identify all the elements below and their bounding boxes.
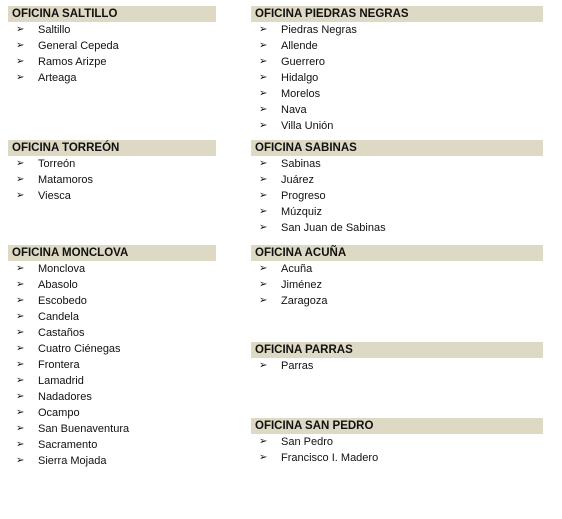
list-item (8, 188, 216, 204)
arrow-bullet-icon: ➢ (259, 24, 268, 35)
arrow-bullet-icon: ➢ (16, 158, 25, 169)
list-item-label: Arteaga (38, 72, 77, 84)
list-item-label: Progreso (281, 190, 326, 202)
list-item (8, 405, 216, 421)
office-parras-list (251, 358, 543, 374)
list-item (251, 156, 543, 172)
list-item-label: Morelos (281, 88, 321, 100)
office-parras-title: OFICINA PARRAS (251, 342, 543, 358)
arrow-bullet-icon: ➢ (16, 279, 25, 290)
list-item (8, 54, 216, 70)
arrow-bullet-icon: ➢ (16, 327, 25, 338)
arrow-bullet-icon: ➢ (259, 295, 268, 306)
list-item-label: San Buenaventura (38, 423, 130, 435)
list-item (8, 277, 216, 293)
office-torreon-list (8, 156, 216, 204)
list-item-label: Frontera (38, 359, 80, 371)
list-item (8, 373, 216, 389)
list-item-label: Ocampo (38, 407, 80, 419)
office-monclova (8, 245, 216, 469)
list-item (8, 309, 216, 325)
list-item-label: Jiménez (281, 279, 322, 291)
office-torreon-title: OFICINA TORREÓN (8, 140, 216, 156)
list-item (251, 70, 543, 86)
list-item (8, 172, 216, 188)
arrow-bullet-icon: ➢ (16, 190, 25, 201)
list-item-label: Sacramento (38, 439, 98, 451)
office-san-pedro (251, 418, 543, 466)
list-item-label: Hidalgo (281, 72, 319, 84)
list-item (251, 434, 543, 450)
office-sabinas-title: OFICINA SABINAS (251, 140, 543, 156)
arrow-bullet-icon: ➢ (259, 120, 268, 131)
list-item-label: Abasolo (38, 279, 78, 291)
list-item-label: Nadadores (38, 391, 92, 403)
list-item-label: Parras (281, 360, 314, 372)
office-parras (251, 342, 543, 374)
arrow-bullet-icon: ➢ (259, 72, 268, 83)
office-acuna-title: OFICINA ACUÑA (251, 245, 543, 261)
list-item (251, 102, 543, 118)
office-saltillo-list (8, 22, 216, 86)
list-item (8, 261, 216, 277)
list-item-label: Torreón (38, 158, 76, 170)
office-piedras-negras (251, 6, 543, 134)
office-torreon (8, 140, 216, 204)
office-saltillo (8, 6, 216, 86)
arrow-bullet-icon: ➢ (16, 407, 25, 418)
list-item-label: Sierra Mojada (38, 455, 107, 467)
arrow-bullet-icon: ➢ (259, 40, 268, 51)
list-item (8, 293, 216, 309)
list-item-label: Escobedo (38, 295, 87, 307)
office-monclova-title: OFICINA MONCLOVA (8, 245, 216, 261)
list-item-label: Nava (281, 104, 307, 116)
list-item-label: San Juan de Sabinas (281, 222, 386, 234)
list-item-label: Allende (281, 40, 318, 52)
list-item-label: Viesca (38, 190, 71, 202)
arrow-bullet-icon: ➢ (259, 263, 268, 274)
list-item-label: Lamadrid (38, 375, 84, 387)
list-item-label: Saltillo (38, 24, 71, 36)
office-monclova-list (8, 261, 216, 469)
office-piedras-negras-list (251, 22, 543, 134)
list-item (251, 22, 543, 38)
list-item-label: Múzquiz (281, 206, 322, 218)
list-item-label: Castaños (38, 327, 85, 339)
office-sabinas (251, 140, 543, 236)
office-sabinas-list (251, 156, 543, 236)
arrow-bullet-icon: ➢ (259, 222, 268, 233)
arrow-bullet-icon: ➢ (16, 72, 25, 83)
list-item (251, 38, 543, 54)
arrow-bullet-icon: ➢ (16, 174, 25, 185)
arrow-bullet-icon: ➢ (259, 190, 268, 201)
list-item (251, 204, 543, 220)
arrow-bullet-icon: ➢ (259, 206, 268, 217)
list-item (251, 450, 543, 466)
list-item (251, 261, 543, 277)
list-item (251, 54, 543, 70)
arrow-bullet-icon: ➢ (16, 263, 25, 274)
arrow-bullet-icon: ➢ (259, 360, 268, 371)
arrow-bullet-icon: ➢ (259, 174, 268, 185)
arrow-bullet-icon: ➢ (259, 56, 268, 67)
office-acuna-list (251, 261, 543, 309)
list-item-label: Matamoros (38, 174, 94, 186)
arrow-bullet-icon: ➢ (16, 24, 25, 35)
arrow-bullet-icon: ➢ (259, 452, 268, 463)
office-san-pedro-list (251, 434, 543, 466)
arrow-bullet-icon: ➢ (16, 423, 25, 434)
office-acuna (251, 245, 543, 309)
arrow-bullet-icon: ➢ (16, 311, 25, 322)
list-item (8, 389, 216, 405)
list-item-label: Acuña (281, 263, 313, 275)
list-item-label: San Pedro (281, 436, 333, 448)
list-item-label: Francisco I. Madero (281, 452, 379, 464)
arrow-bullet-icon: ➢ (16, 343, 25, 354)
list-item (251, 277, 543, 293)
list-item (8, 70, 216, 86)
list-item (8, 22, 216, 38)
arrow-bullet-icon: ➢ (16, 295, 25, 306)
list-item (8, 325, 216, 341)
list-item (251, 220, 543, 236)
list-item (8, 156, 216, 172)
list-item-label: Zaragoza (281, 295, 328, 307)
list-item-label: Piedras Negras (281, 24, 357, 36)
arrow-bullet-icon: ➢ (16, 375, 25, 386)
list-item (8, 421, 216, 437)
list-item (8, 341, 216, 357)
arrow-bullet-icon: ➢ (259, 158, 268, 169)
list-item-label: General Cepeda (38, 40, 119, 52)
arrow-bullet-icon: ➢ (16, 455, 25, 466)
arrow-bullet-icon: ➢ (16, 359, 25, 370)
arrow-bullet-icon: ➢ (16, 391, 25, 402)
arrow-bullet-icon: ➢ (259, 104, 268, 115)
list-item (8, 453, 216, 469)
list-item (8, 357, 216, 373)
list-item (251, 172, 543, 188)
list-item (251, 118, 543, 134)
list-item-label: Sabinas (281, 158, 321, 170)
list-item (8, 38, 216, 54)
list-item (251, 86, 543, 102)
arrow-bullet-icon: ➢ (16, 439, 25, 450)
list-item-label: Juárez (281, 174, 315, 186)
list-item-label: Candela (38, 311, 79, 323)
arrow-bullet-icon: ➢ (259, 279, 268, 290)
list-item (251, 293, 543, 309)
arrow-bullet-icon: ➢ (259, 436, 268, 447)
list-item (251, 188, 543, 204)
list-item-label: Guerrero (281, 56, 326, 68)
arrow-bullet-icon: ➢ (259, 88, 268, 99)
list-item (251, 358, 543, 374)
arrow-bullet-icon: ➢ (16, 40, 25, 51)
office-san-pedro-title: OFICINA SAN PEDRO (251, 418, 543, 434)
office-piedras-negras-title: OFICINA PIEDRAS NEGRAS (251, 6, 543, 22)
list-item (8, 437, 216, 453)
list-item-label: Cuatro Ciénegas (38, 343, 121, 355)
arrow-bullet-icon: ➢ (16, 56, 25, 67)
list-item-label: Villa Unión (281, 120, 334, 132)
office-saltillo-title: OFICINA SALTILLO (8, 6, 216, 22)
list-item-label: Monclova (38, 263, 86, 275)
list-item-label: Ramos Arizpe (38, 56, 107, 68)
